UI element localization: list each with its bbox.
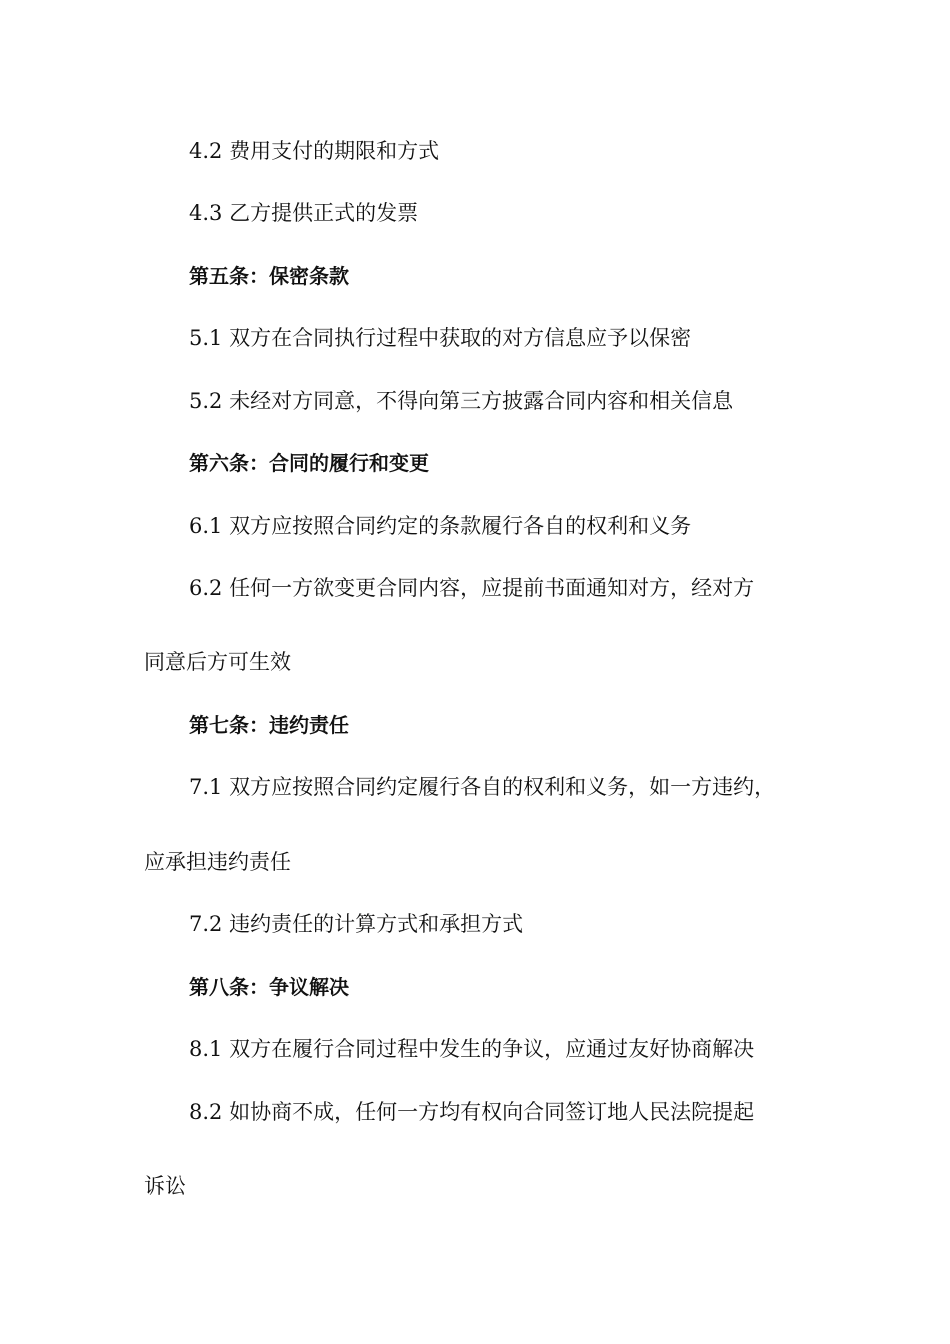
clause-6-1: 6.1 双方应按照合同约定的条款履行各自的权利和义务 — [189, 514, 692, 538]
clause-6-2: 6.2 任何一方欲变更合同内容，应提前书面通知对方，经对方 — [189, 576, 755, 600]
article-7-heading: 第七条：违约责任 — [189, 713, 349, 737]
clause-7-2: 7.2 违约责任的计算方式和承担方式 — [189, 912, 524, 936]
clause-7-1-continued: 应承担违约责任 — [144, 850, 291, 874]
article-6-heading: 第六条：合同的履行和变更 — [189, 451, 429, 475]
clause-8-2: 8.2 如协商不成，任何一方均有权向合同签订地人民法院提起 — [189, 1100, 755, 1124]
clause-4-3: 4.3 乙方提供正式的发票 — [189, 201, 419, 225]
clause-8-2-continued: 诉讼 — [144, 1174, 186, 1198]
article-8-heading: 第八条：争议解决 — [189, 975, 349, 999]
article-5-heading: 第五条：保密条款 — [189, 264, 349, 288]
clause-7-1: 7.1 双方应按照合同约定履行各自的权利和义务，如一方违约， — [189, 775, 776, 799]
clause-8-1: 8.1 双方在履行合同过程中发生的争议，应通过友好协商解决 — [189, 1037, 755, 1061]
clause-5-1: 5.1 双方在合同执行过程中获取的对方信息应予以保密 — [189, 326, 692, 350]
clause-6-2-continued: 同意后方可生效 — [144, 650, 291, 674]
clause-4-2: 4.2 费用支付的期限和方式 — [189, 139, 440, 163]
clause-5-2: 5.2 未经对方同意，不得向第三方披露合同内容和相关信息 — [189, 389, 734, 413]
